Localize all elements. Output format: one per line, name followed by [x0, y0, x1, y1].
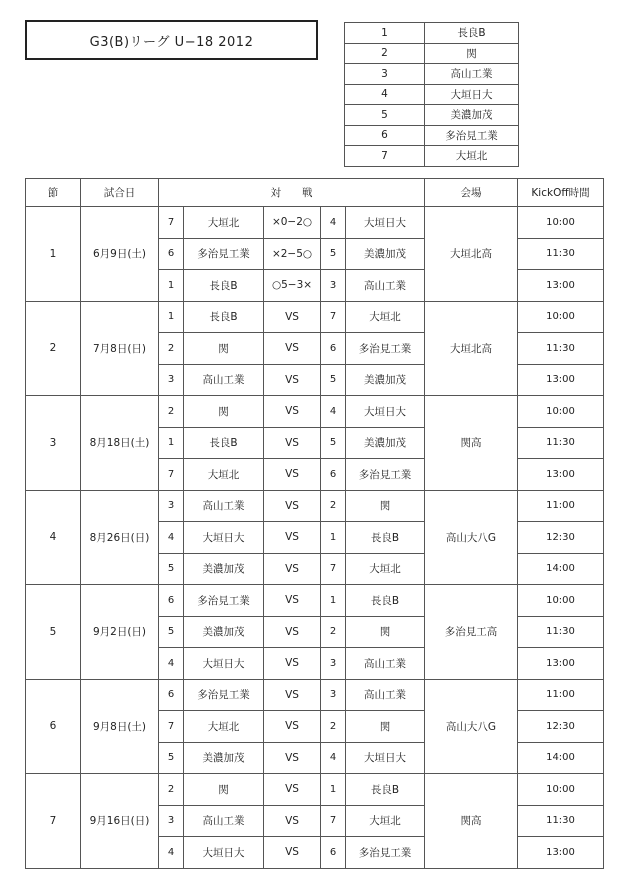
- away-team: 関: [346, 490, 425, 522]
- away-team: 大垣北: [346, 805, 425, 837]
- away-team: 大垣日大: [346, 742, 425, 774]
- away-team: 大垣日大: [346, 396, 425, 428]
- kickoff-time: 13:00: [518, 459, 604, 491]
- away-team: 多治見工業: [346, 837, 425, 869]
- kickoff-time: 10:00: [518, 301, 604, 333]
- home-team-number: 5: [159, 616, 184, 648]
- match-row: [26, 490, 604, 522]
- match-result: VS: [264, 459, 321, 491]
- home-team: 美濃加茂: [184, 553, 264, 585]
- away-team: 関: [346, 711, 425, 743]
- kickoff-time: 11:30: [518, 427, 604, 459]
- kickoff-time: 12:30: [518, 711, 604, 743]
- home-team: 高山工業: [184, 805, 264, 837]
- match-result: VS: [264, 774, 321, 806]
- team-name: 大垣日大: [425, 84, 519, 105]
- home-team-number: 4: [159, 837, 184, 869]
- home-team-number: 7: [159, 207, 184, 239]
- match-result: ○5−3×: [264, 270, 321, 302]
- kickoff-time: 10:00: [518, 207, 604, 239]
- team-row: [345, 84, 519, 105]
- match-date: 9月8日(土): [81, 679, 159, 774]
- match-result: VS: [264, 364, 321, 396]
- match-date: 7月8日(日): [81, 301, 159, 396]
- team-name: 大垣北: [425, 146, 519, 167]
- home-team: 大垣北: [184, 207, 264, 239]
- team-name: 関: [425, 43, 519, 64]
- team-number: 7: [345, 146, 425, 167]
- kickoff-time: 11:00: [518, 679, 604, 711]
- team-list-table: [344, 22, 519, 167]
- kickoff-time: 11:30: [518, 238, 604, 270]
- away-team: 多治見工業: [346, 333, 425, 365]
- round-number: 7: [26, 774, 81, 869]
- away-team-number: 2: [321, 490, 346, 522]
- match-row: [26, 679, 604, 711]
- page-title: G3(B)リーグ U−18 2012: [25, 20, 318, 60]
- home-team-number: 3: [159, 490, 184, 522]
- kickoff-time: 13:00: [518, 648, 604, 680]
- away-team-number: 6: [321, 333, 346, 365]
- home-team-number: 5: [159, 742, 184, 774]
- home-team-number: 4: [159, 522, 184, 554]
- match-row: [26, 301, 604, 333]
- venue: 多治見工高: [425, 585, 518, 680]
- away-team-number: 7: [321, 301, 346, 333]
- away-team-number: 1: [321, 585, 346, 617]
- kickoff-time: 10:00: [518, 774, 604, 806]
- venue: 関高: [425, 396, 518, 491]
- match-row: [26, 207, 604, 239]
- team-row: [345, 64, 519, 85]
- home-team-number: 7: [159, 459, 184, 491]
- match-result: ×2−5○: [264, 238, 321, 270]
- match-result: VS: [264, 427, 321, 459]
- team-name: 美濃加茂: [425, 105, 519, 126]
- team-number: 2: [345, 43, 425, 64]
- header-round: 節: [26, 179, 81, 207]
- header-venue: 会場: [425, 179, 518, 207]
- home-team-number: 1: [159, 270, 184, 302]
- away-team: 高山工業: [346, 679, 425, 711]
- match-date: 9月16日(日): [81, 774, 159, 869]
- schedule-table: [25, 178, 604, 869]
- away-team-number: 5: [321, 238, 346, 270]
- match-result: VS: [264, 679, 321, 711]
- match-row: [26, 396, 604, 428]
- home-team: 高山工業: [184, 364, 264, 396]
- round-number: 1: [26, 207, 81, 302]
- home-team: 多治見工業: [184, 585, 264, 617]
- home-team: 大垣日大: [184, 648, 264, 680]
- kickoff-time: 14:00: [518, 742, 604, 774]
- match-result: VS: [264, 616, 321, 648]
- away-team-number: 7: [321, 553, 346, 585]
- team-row: [345, 23, 519, 44]
- home-team-number: 6: [159, 679, 184, 711]
- kickoff-time: 11:30: [518, 805, 604, 837]
- home-team-number: 6: [159, 238, 184, 270]
- home-team: 大垣日大: [184, 837, 264, 869]
- team-row: [345, 105, 519, 126]
- away-team: 大垣日大: [346, 207, 425, 239]
- away-team: 高山工業: [346, 648, 425, 680]
- home-team-number: 1: [159, 301, 184, 333]
- kickoff-time: 11:30: [518, 333, 604, 365]
- team-number: 1: [345, 23, 425, 44]
- venue: 大垣北高: [425, 207, 518, 302]
- home-team-number: 3: [159, 805, 184, 837]
- away-team-number: 2: [321, 616, 346, 648]
- kickoff-time: 13:00: [518, 837, 604, 869]
- away-team-number: 7: [321, 805, 346, 837]
- away-team-number: 3: [321, 648, 346, 680]
- header-match: 対 戦: [159, 179, 425, 207]
- home-team: 大垣北: [184, 459, 264, 491]
- team-number: 5: [345, 105, 425, 126]
- team-number: 4: [345, 84, 425, 105]
- team-number: 3: [345, 64, 425, 85]
- home-team: 関: [184, 396, 264, 428]
- home-team: 高山工業: [184, 490, 264, 522]
- kickoff-time: 12:30: [518, 522, 604, 554]
- home-team-number: 3: [159, 364, 184, 396]
- away-team-number: 4: [321, 396, 346, 428]
- away-team: 美濃加茂: [346, 427, 425, 459]
- away-team: 大垣北: [346, 301, 425, 333]
- away-team-number: 1: [321, 774, 346, 806]
- header-date: 試合日: [81, 179, 159, 207]
- match-result: VS: [264, 396, 321, 428]
- away-team-number: 3: [321, 679, 346, 711]
- venue: 高山大八G: [425, 490, 518, 585]
- match-result: VS: [264, 837, 321, 869]
- home-team-number: 5: [159, 553, 184, 585]
- kickoff-time: 13:00: [518, 364, 604, 396]
- match-result: VS: [264, 301, 321, 333]
- home-team-number: 4: [159, 648, 184, 680]
- away-team-number: 4: [321, 207, 346, 239]
- match-result: VS: [264, 333, 321, 365]
- away-team-number: 5: [321, 364, 346, 396]
- match-row: [26, 774, 604, 806]
- home-team: 多治見工業: [184, 679, 264, 711]
- home-team-number: 7: [159, 711, 184, 743]
- match-result: VS: [264, 742, 321, 774]
- away-team: 多治見工業: [346, 459, 425, 491]
- match-result: VS: [264, 805, 321, 837]
- team-row: [345, 43, 519, 64]
- home-team: 美濃加茂: [184, 616, 264, 648]
- header-kickoff: KickOff時間: [518, 179, 604, 207]
- round-number: 6: [26, 679, 81, 774]
- home-team: 長良B: [184, 301, 264, 333]
- away-team-number: 1: [321, 522, 346, 554]
- round-number: 5: [26, 585, 81, 680]
- round-number: 2: [26, 301, 81, 396]
- away-team-number: 6: [321, 459, 346, 491]
- home-team: 大垣北: [184, 711, 264, 743]
- match-result: VS: [264, 648, 321, 680]
- home-team: 関: [184, 333, 264, 365]
- kickoff-time: 11:00: [518, 490, 604, 522]
- kickoff-time: 10:00: [518, 585, 604, 617]
- match-row: [26, 585, 604, 617]
- kickoff-time: 13:00: [518, 270, 604, 302]
- team-name: 多治見工業: [425, 125, 519, 146]
- away-team: 長良B: [346, 522, 425, 554]
- away-team-number: 3: [321, 270, 346, 302]
- away-team-number: 4: [321, 742, 346, 774]
- match-result: VS: [264, 490, 321, 522]
- team-row: [345, 125, 519, 146]
- home-team: 美濃加茂: [184, 742, 264, 774]
- match-date: 6月9日(土): [81, 207, 159, 302]
- away-team-number: 2: [321, 711, 346, 743]
- match-result: VS: [264, 585, 321, 617]
- kickoff-time: 14:00: [518, 553, 604, 585]
- home-team: 長良B: [184, 427, 264, 459]
- team-name: 高山工業: [425, 64, 519, 85]
- away-team: 大垣北: [346, 553, 425, 585]
- match-date: 8月26日(日): [81, 490, 159, 585]
- away-team: 長良B: [346, 585, 425, 617]
- round-number: 3: [26, 396, 81, 491]
- kickoff-time: 10:00: [518, 396, 604, 428]
- venue: 高山大八G: [425, 679, 518, 774]
- away-team: 関: [346, 616, 425, 648]
- away-team-number: 5: [321, 427, 346, 459]
- venue: 関高: [425, 774, 518, 869]
- match-result: ×0−2○: [264, 207, 321, 239]
- round-number: 4: [26, 490, 81, 585]
- schedule-header-row: [26, 179, 604, 207]
- match-result: VS: [264, 553, 321, 585]
- away-team: 高山工業: [346, 270, 425, 302]
- home-team-number: 1: [159, 427, 184, 459]
- home-team: 長良B: [184, 270, 264, 302]
- home-team: 関: [184, 774, 264, 806]
- away-team: 美濃加茂: [346, 238, 425, 270]
- away-team-number: 6: [321, 837, 346, 869]
- match-date: 8月18日(土): [81, 396, 159, 491]
- away-team: 長良B: [346, 774, 425, 806]
- team-name: 長良B: [425, 23, 519, 44]
- match-result: VS: [264, 711, 321, 743]
- match-result: VS: [264, 522, 321, 554]
- home-team-number: 2: [159, 333, 184, 365]
- kickoff-time: 11:30: [518, 616, 604, 648]
- home-team-number: 2: [159, 396, 184, 428]
- venue: 大垣北高: [425, 301, 518, 396]
- away-team: 美濃加茂: [346, 364, 425, 396]
- home-team: 多治見工業: [184, 238, 264, 270]
- home-team-number: 2: [159, 774, 184, 806]
- home-team: 大垣日大: [184, 522, 264, 554]
- team-row: [345, 146, 519, 167]
- match-date: 9月2日(日): [81, 585, 159, 680]
- team-number: 6: [345, 125, 425, 146]
- home-team-number: 6: [159, 585, 184, 617]
